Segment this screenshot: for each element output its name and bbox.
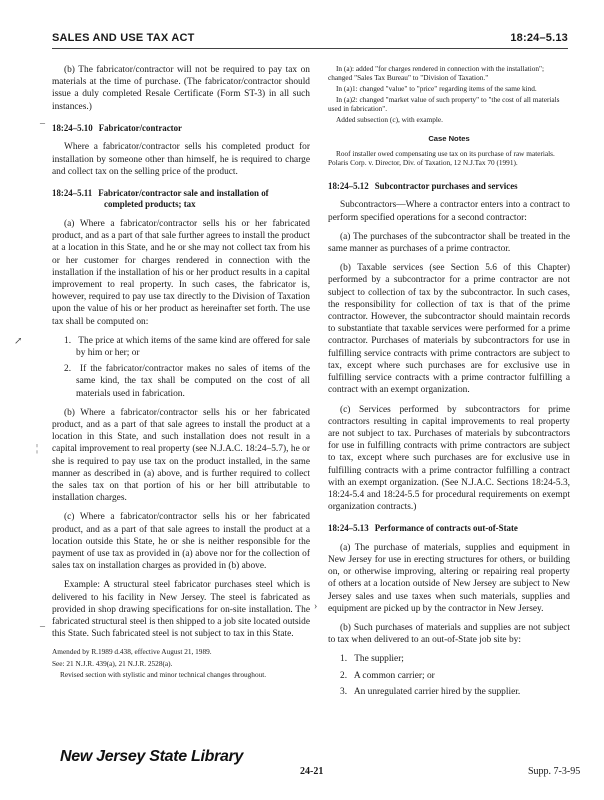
section-5-12-intro: Subcontractors—Where a contractor enters into a contract to perform specified operations for a second contractor: — [328, 200, 570, 223]
note-line: Added subsection (c), with example. — [336, 115, 443, 125]
list-item-number: 2. — [64, 364, 72, 375]
section-5-12-c: (c) Services performed by subcontractors for prime contractors resulting in capital improvements to real property are not subject to tax. Purchases of materials by subcontractors for use in fulfilling contracts with prime contractors are subject to tax, except where such purchases are for exclusive use in fulfilling contracts with a prime contractor fulfilling a contract with an exempt organization. (See N.J.A.C. Sections 18:24-5.3, 18:24-5.4 and 18:24-5.5 for procedural requirements on exempt organization contracts.) — [328, 404, 570, 513]
library-stamp-logo: New Jersey State Library — [60, 748, 244, 765]
list-item — [52, 363, 310, 400]
section-number: 18:24–5.12 — [328, 180, 369, 191]
list-item — [328, 686, 570, 698]
right-column — [328, 64, 570, 705]
list-item — [328, 670, 570, 682]
list-item-text: The supplier; — [354, 654, 404, 665]
section-5-11-c: (c) Where a fabricator/contractor sells his or her fabricated product, and as a part of that sale agrees to install the product at a location outside this State, he or she is neither responsible for the payment of use tax as provided in (a) above nor for the collection of sales tax on installation charges as provided in (b) above. — [52, 512, 310, 572]
note-line: In (a): added "for charges rendered in connection with the installation"; changed "Sales Tax Bureau" to "Division of Taxation." — [328, 64, 545, 83]
list-item — [328, 653, 570, 665]
case-notes-text: Roof installer owed compensating use tax on its purchase of raw materials. Polaris Corp. v. Director, Div. of Taxation, 12 N.J.Tax 70 (1991). — [328, 148, 555, 167]
margin-bracket-mark: ¦ — [36, 443, 39, 454]
section-5-12-a: (a) The purchases of the subcontractor shall be treated in the same manner as purchases of a prime contractor. — [328, 231, 570, 255]
margin-dash-mark: – — [40, 621, 45, 632]
list-item-number: 1. — [64, 335, 72, 346]
header-section-range: 18:24–5.13 — [510, 32, 568, 44]
list-item-number: 2. — [340, 670, 348, 681]
section-title: Fabricator/contractor — [98, 122, 182, 133]
section-title: Performance of contracts out-of-State — [374, 523, 518, 534]
section-heading-5-11 — [52, 188, 310, 211]
note-line: In (a)2: changed "market value of such property" to "the cost of all materials used in fabrication". — [328, 95, 560, 114]
list-item-number: 1. — [340, 654, 348, 665]
section-5-13-list — [328, 653, 570, 698]
paragraph-left-b: (b) The fabricator/contractor will not be required to pay tax on materials at the time of purchase. (The fabricator/contractor should issue a duly completed Resale Certificate (Form ST-3) in all such instances.) — [52, 65, 310, 112]
amendment-notes-right — [328, 64, 570, 125]
supplement-date: Supp. 7-3-95 — [528, 766, 581, 777]
section-5-13-b: (b) Such purchases of materials and supplies are not subject to tax when delivered to an out-of-State job site by: — [328, 623, 570, 646]
section-title-line1: Fabricator/contractor sale and installation of — [98, 187, 269, 198]
running-header — [52, 32, 568, 49]
list-item-number: 3. — [340, 686, 348, 697]
margin-dash-mark: – — [40, 118, 45, 129]
margin-arrow-mark: › — [314, 601, 318, 612]
section-title-line2: completed products; tax — [104, 199, 196, 210]
left-column — [52, 64, 310, 681]
margin-arrow-mark: ↗ — [14, 336, 23, 347]
section-5-11-b: (b) Where a fabricator/contractor sells his or her fabricated product, and as a part of that sale agrees to install the product at a location in this State, and such installation does not result in a capital improvement to real property (see N.J.A.C. 18:24–5.7), he or she is required to pay use tax on the product installed, in the same manner as described in (a) above, and is further required to collect the sales tax on that portion of his or her bill attributable to installation charges. — [52, 407, 310, 504]
section-5-11-a: (a) Where a fabricator/contractor sells his or her fabricated product, and as a part of that sale further agrees to install the product at a location in this State, and he or she may not collect tax from his or her customer for charges rendered in connection with the installation if the installation of his or her product results in a capital improvement to real property. In such cases, the fabricator is, however, required to pay use tax directly to the Division of Taxation upon the value of his or her product as hereinafter set forth. The use tax shall be computed on: — [52, 218, 310, 327]
section-5-11-example: Example: A structural steel fabricator purchases steel which is delivered to his facility in New Jersey. The steel is fabricated as provided in shop drawing specifications for on-site installation. The fabricated structural steel is then shipped to a job site located outside this State. Such fabricated steel is not subject to tax in this State. — [52, 580, 310, 640]
section-5-10-text: Where a fabricator/contractor sells his completed product for installation by someone other than himself, he is required to charge and collect tax on the selling price of the product. — [52, 142, 310, 177]
section-5-12-b: (b) Taxable services (see Section 5.6 of this Chapter) performed by a subcontractor for a prime contractor are not subject to collection of tax by the subcontractor. In such cases, the responsibility for collection of tax is that of the prime contractor. However, the subcontractor should maintain records to substantiate that taxable services were performed for a prime contractor. Purchases of materials by subcontractors for use in fulfilling service contracts with prime contractors are subject to tax, except where such purchases are for exclusive use in fulfilling service contracts with a prime contractor fulfilling a contract with an exempt organization. — [328, 263, 570, 396]
list-item — [52, 335, 310, 359]
section-number: 18:24–5.13 — [328, 523, 369, 534]
page-number: 24-21 — [300, 766, 324, 777]
section-5-13-a: (a) The purchase of materials, supplies and equipment in New Jersey for use in erecting structures for others, or building on, or otherwise improving, altering or repairing real property of others at a location outside of New Jersey are subject to New Jersey sales and use taxes when such materials, supplies and equipment are picked up by the contractor in New Jersey. — [328, 542, 570, 614]
section-number: 18:24–5.11 — [52, 187, 93, 198]
list-item-text: An unregulated carrier hired by the supplier. — [353, 686, 521, 697]
note-line: Amended by R.1989 d.438, effective August 21, 1989. — [52, 647, 212, 657]
section-heading-5-10 — [52, 123, 310, 135]
case-notes-heading: Case Notes — [428, 133, 470, 143]
list-item-text: If the fabricator/contractor makes no sales of items of the same kind, the tax shall be computed on the cost of all materials used in fabrication. — [76, 364, 311, 399]
section-5-11-list — [52, 335, 310, 400]
section-title: Subcontractor purchases and services — [374, 180, 518, 191]
section-heading-5-12 — [328, 181, 570, 193]
header-title: SALES AND USE TAX ACT — [52, 32, 195, 44]
section-number: 18:24–5.10 — [52, 122, 93, 133]
amendment-notes-left — [52, 647, 310, 678]
note-line: In (a)1: changed "value" to "price" regarding items of the same kind. — [336, 84, 537, 94]
list-item-text: A common carrier; or — [353, 670, 435, 681]
note-line: Revised section with stylistic and minor technical changes throughout. — [60, 669, 267, 679]
list-item-text: The price at which items of the same kind are offered for sale by him or her; or — [76, 335, 310, 358]
section-heading-5-13 — [328, 523, 570, 535]
note-line: See: 21 N.J.R. 439(a), 21 N.J.R. 2528(a). — [52, 658, 173, 668]
